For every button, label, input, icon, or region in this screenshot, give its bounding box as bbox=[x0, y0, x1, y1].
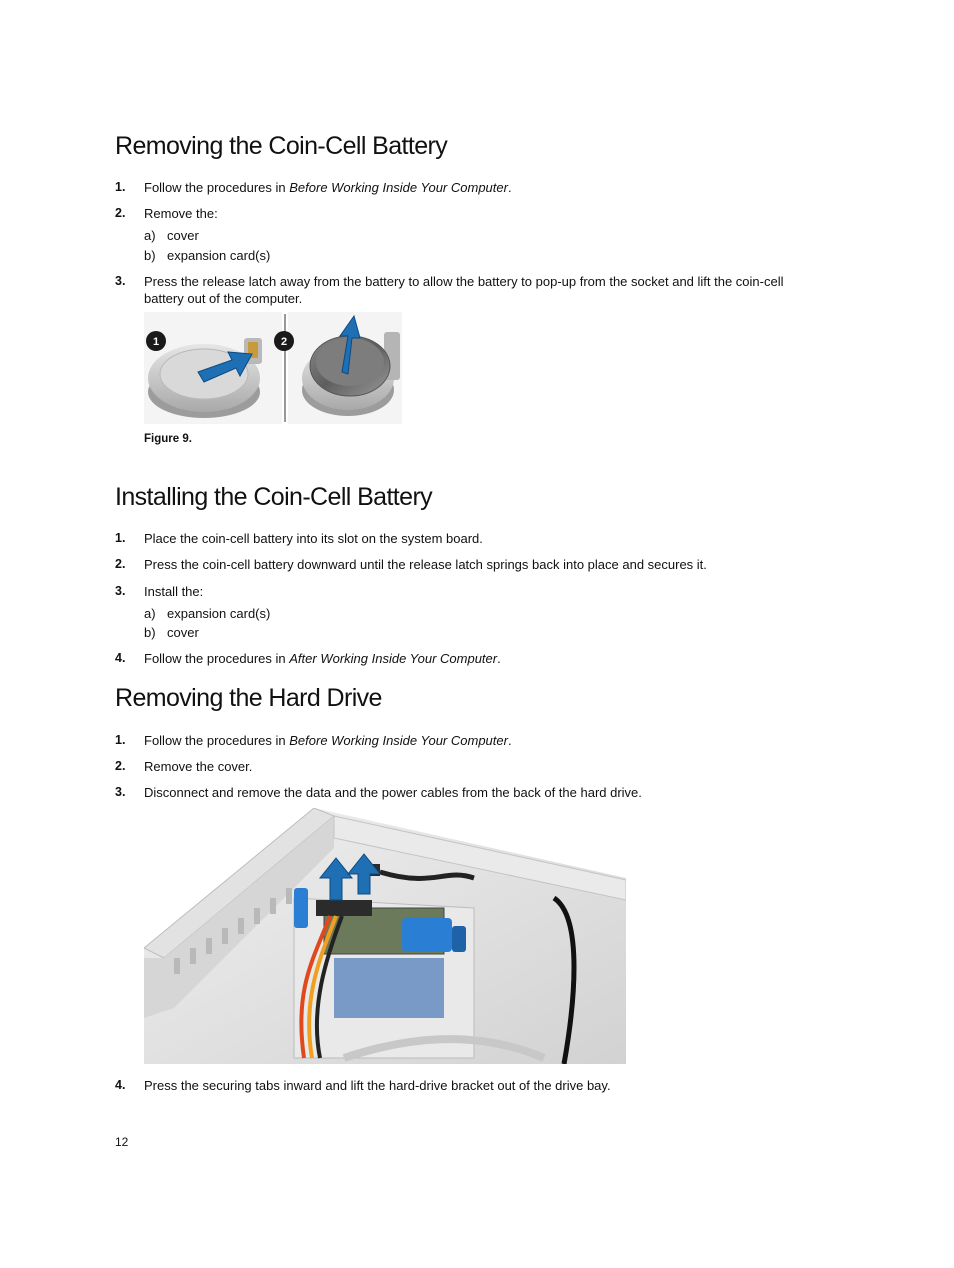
substep-text: cover bbox=[167, 625, 199, 640]
power-connector[interactable] bbox=[316, 900, 372, 916]
step-text: Remove the cover. bbox=[144, 759, 253, 774]
substep-letter: b) bbox=[144, 625, 156, 640]
step-item bbox=[115, 556, 805, 573]
step-number: 1. bbox=[115, 733, 126, 747]
step-number: 1. bbox=[115, 180, 126, 194]
step-text: Press the coin-cell battery downward until the release latch springs back into place and secures it. bbox=[144, 557, 707, 572]
coin-cell-battery-figure bbox=[144, 312, 402, 424]
section-title-removing-coin-cell: Removing the Coin-Cell Battery bbox=[115, 132, 448, 160]
substep-item bbox=[144, 247, 270, 264]
section-title-removing-hard-drive: Removing the Hard Drive bbox=[115, 684, 382, 712]
step-text: Disconnect and remove the data and the power cables from the back of the hard drive. bbox=[144, 785, 642, 800]
substep-item bbox=[144, 624, 199, 641]
substep-text: cover bbox=[167, 228, 199, 243]
step-text-post: . bbox=[497, 651, 501, 666]
step-text-post: . bbox=[507, 733, 512, 748]
hard-drive-figure bbox=[144, 808, 626, 1064]
step-text bbox=[144, 179, 805, 196]
drive-vent-mesh bbox=[334, 958, 444, 1018]
substep-item bbox=[144, 605, 270, 622]
step-item bbox=[115, 205, 805, 222]
step-text-post: . bbox=[507, 180, 512, 195]
step-item bbox=[115, 650, 805, 667]
securing-tab-clip bbox=[452, 926, 466, 952]
step-number: 1. bbox=[115, 531, 126, 545]
step-item bbox=[115, 530, 805, 547]
step-text bbox=[144, 650, 805, 667]
step-text: Install the: bbox=[144, 584, 204, 599]
callout-1-label: 1 bbox=[152, 336, 160, 348]
substep-text: expansion card(s) bbox=[167, 606, 271, 621]
step-item bbox=[115, 758, 805, 775]
securing-tab-left[interactable] bbox=[294, 888, 308, 928]
step-text: Remove the: bbox=[144, 206, 218, 221]
section-title-installing-coin-cell: Installing the Coin-Cell Battery bbox=[115, 483, 433, 511]
step-text bbox=[144, 732, 805, 749]
figure-caption: Figure 9. bbox=[144, 433, 192, 445]
step-number: 4. bbox=[115, 651, 126, 665]
step-text: Press the release latch away from the battery to allow the battery to pop-up from the socket and lift the coin-cell battery out of the computer. bbox=[144, 274, 784, 306]
step-text-pre: Follow the procedures in bbox=[144, 733, 290, 748]
step-text-reference: Before Working Inside Your Computer bbox=[289, 180, 508, 195]
substep-letter: a) bbox=[144, 606, 156, 621]
step-text-reference: After Working Inside Your Computer bbox=[289, 651, 498, 666]
substep-text: expansion card(s) bbox=[167, 248, 271, 263]
step-item bbox=[115, 732, 805, 749]
step-number: 3. bbox=[115, 785, 126, 799]
step-number: 3. bbox=[115, 584, 126, 598]
step-item bbox=[115, 1077, 805, 1094]
securing-tab-right[interactable] bbox=[402, 918, 452, 952]
substep-letter: b) bbox=[144, 248, 156, 263]
step-text: Press the securing tabs inward and lift the hard-drive bracket out of the drive bay. bbox=[144, 1078, 611, 1093]
step-text-pre: Follow the procedures in bbox=[144, 180, 290, 195]
step-number: 2. bbox=[115, 759, 126, 773]
page-number: 12 bbox=[115, 1135, 129, 1149]
step-text-pre: Follow the procedures in bbox=[144, 651, 290, 666]
step-number: 2. bbox=[115, 206, 126, 220]
step-text-reference: Before Working Inside Your Computer bbox=[289, 733, 508, 748]
substep-item bbox=[144, 227, 199, 244]
step-item bbox=[115, 273, 805, 307]
step-item bbox=[115, 784, 805, 801]
step-item bbox=[115, 179, 805, 196]
step-number: 4. bbox=[115, 1078, 126, 1092]
step-text: Place the coin-cell battery into its slot on the system board. bbox=[144, 531, 483, 546]
callout-2-label: 2 bbox=[280, 336, 288, 348]
step-number: 2. bbox=[115, 557, 126, 571]
step-number: 3. bbox=[115, 274, 126, 288]
step-item bbox=[115, 583, 805, 600]
substep-letter: a) bbox=[144, 228, 156, 243]
